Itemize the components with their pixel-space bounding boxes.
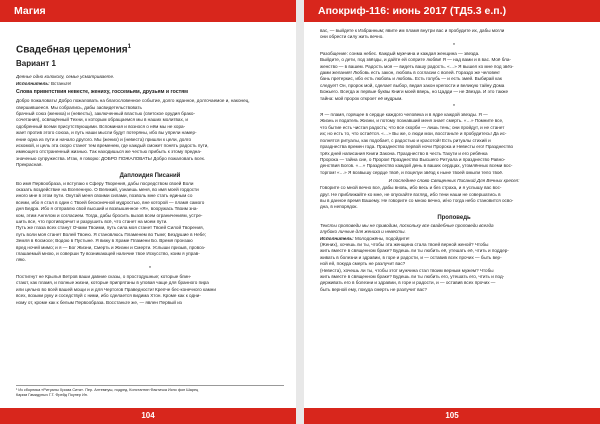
- text-line: вы в данное время Вашему. Не говорите со мною вечно, и/но тогда небо становится осво-: [320, 197, 514, 203]
- asterisk-divider: *: [149, 265, 151, 272]
- text-line: сочетания), освящённый Техни, к которым обращаемся мы в наших молитвах, и: [16, 117, 188, 123]
- left-page-number: 104: [0, 408, 296, 424]
- text-line: дна, в непорядок.: [320, 204, 358, 210]
- text-line: быть верной ему, покуда смерть не разлучит вас?: [320, 286, 427, 292]
- text-line: Разобщение: сонма небес. Каждый мужчина и каждая женщина — звезда.: [320, 50, 480, 56]
- right-page-number: 105: [304, 408, 600, 424]
- epigraph-text: Деянье одно колоколу, семье усматриваете.: [16, 74, 115, 80]
- ceremony-title-text: Свадебная церемония: [16, 44, 128, 56]
- text-line: всех, возьми руку и соседствуй с ними, ибо сделается видима Хтон. Кроме как к одни-: [16, 293, 201, 299]
- italic-line: И последнее слово Священных Писаний Для Вечных кресел:: [388, 178, 520, 184]
- text-line: искомой, и цель эта скоро станет тем временем, где каждый сможет понять радость пути,: [16, 142, 209, 148]
- page-gutter: [296, 0, 304, 424]
- text-line: иного мне в этом пути. Окутай меня своими силами, позволь мне стать единым со: [16, 193, 193, 199]
- text-line: Говорите со мной вечно все, дабы вновь, ибо весь и без страха, и я услышу вас вос-: [320, 185, 502, 191]
- text-line: женство — в вашем. Радость моя — видеть вашу радость. «…» Я вышел ко мне под звёз-: [320, 63, 514, 69]
- text-line: дня Бедра. Ибо я отправлю свой высший и возвышенное «Я», вооружась Твоим зна-: [16, 206, 198, 212]
- text-line: или цельно во всей вашей мощи и и для Чертогов Праведности! Крепче бес-конечного камни: [16, 286, 216, 292]
- text-line: Жизнь и податель Жизни, и потому познавший меня знает смерть. «…» Помните все,: [320, 118, 504, 124]
- speaker-prefix: Исполнитель:: [16, 80, 50, 86]
- text-line: Добро пожаловать! Добро пожаловать на благословенное событие, долго жданное, долгочаемое и, наконец, свершившееся. Мы собрались, дабы засвидетельствовать: [16, 98, 250, 110]
- section-title: Даплоидия Писаний: [119, 172, 181, 179]
- greeting-subtitle: Слова приветствия невесте, жениху, госсемьям, друзьям и гостям: [16, 89, 188, 96]
- text-line: Земля в Космосе; Водою в Пустыне. Я вижу в Храме Пламени Бо. Время пронзаю: [16, 238, 193, 244]
- text-line: оказать воздействие на Вселенную. О Великий, узнаешь меня, во имя моей гордости: [16, 187, 199, 193]
- text-line: живать в болезни и здравии, в горе и радости, и — оставив всех прочих — быть вер-: [320, 254, 502, 260]
- ceremony-title: [16, 44, 284, 55]
- text-line: значенью супружества. Итак, я говорю: ДОБРО ПОЖАЛОВАТЬ! Добро пожаловать всех.: [16, 155, 206, 161]
- text-line: ение одна из пути и начало другого. Мы (жених) и (невеста) пришли к цели, долго: [16, 136, 192, 142]
- text-line: жает против этого союза, и путь наши мысли будут потеряны, ибо вы упрели намер-: [16, 130, 197, 136]
- bottom-text: [16, 274, 284, 306]
- text-line: их; но есть то, что остаётся. «…» Вы же, о люди мои, восстаньте и пробудитесь! Да ис-: [320, 131, 507, 137]
- text-line: вас, — выйдете к Избранным; явите им пламя внутри вас и пробудите их, дабы могли: [320, 28, 505, 33]
- text-line: вред ночей мимо; и я — Бог Жизни, Смерть и Жизни и Смерти. Услыши призыв, провоз-: [16, 244, 206, 250]
- text-line: Выйдите, о дети, под звёзды, и дайте ей соприте любви! Я — над вами и в вас. Моё бла-: [320, 57, 511, 63]
- asterisk-divider-2: *: [453, 104, 455, 111]
- right-content: [320, 28, 588, 406]
- text-line: друг. Не приближайте ко мне, не опускайте взгляд, ибо тени наши не совершатись в: [320, 191, 501, 197]
- text-line: Прекрасная.: [16, 162, 43, 168]
- text-line: держивать его в болезни и здравии, в горе и радости, и — оставив всех прочих —: [320, 280, 496, 286]
- variant-title: Вариант 1: [16, 59, 56, 69]
- paragraph-2: [320, 112, 588, 176]
- left-page: [0, 0, 296, 424]
- asterisk-divider-1: *: [453, 42, 455, 49]
- text-line: ной ей, покуда смерть не разлучит вас?: [320, 261, 406, 267]
- left-content: [16, 28, 284, 406]
- text-line: стают, как пламя, и полные жизни, которые припрятаны в уповая чаще для бранного пира: [16, 280, 209, 286]
- text-line: Постигнут не Крылья Ветров ваши давние сказы, о простодушные; которые блин-: [16, 273, 192, 279]
- intro-text: [16, 98, 284, 168]
- text-line: ком, этим Ангелом и согласием. Тогда, дабы бросить вызов всем ограничениям, устре-: [16, 212, 203, 218]
- invocation-text: [16, 181, 284, 264]
- text-line: брачный союз (жениха) и (невесты), заключенный властью (светское орудия брако-: [16, 110, 196, 116]
- text-line: денствия Богов. «…» Празднество каждой день в ваших сердцах, утомлённых всеми вос-: [320, 163, 513, 169]
- text-line: полнятся ритуалы, как подобает, с радостью и красотой! Есть ритуалы стихий и: [320, 137, 491, 143]
- right-speaker-prefix: Исполнитель:: [320, 235, 354, 241]
- text-line: Пророка — тайна сие, о Пророк! Празднество Высшего Ритуала и празднество Равно-: [320, 156, 506, 162]
- text-line: Карим Гамидуныч Г.Т. Фрейд Поупер Ин.: [16, 393, 88, 397]
- text-line: что бытие есть чистая радость; что все скорби — лишь тень; они пройдут, и не станет: [320, 124, 505, 130]
- text-line: они обрести силу жить вечно.: [320, 34, 384, 40]
- text-line: жить вместе в священном браке? Будешь ли ты любить её, утешать её, чтить и поддер-: [320, 248, 509, 254]
- text-line: путь воли моя станет Волей Твоею. Я становлюсь Пламенем во Тьме; Бездушие в Небе;: [16, 231, 207, 237]
- text-line: празднества времен года. Празднество первой ночи Пророка и Невесты его! Празднество: [320, 144, 514, 150]
- right-page: [304, 0, 600, 424]
- right-header: Апокриф-116: июнь 2017 (ТД5.3 е.п.): [304, 0, 600, 22]
- sermon-intro: Тексты проповеди мы не приводим, поскольку все свадебные проповеди всегда: [320, 222, 494, 228]
- text-line: Во имя Первообраза, и вступаю к Сферу Творения, дабы посредством своей Воли: [16, 180, 194, 186]
- text-line: Я — пламя, горящее в сердце каждого человека и в ядре каждой звезды. Я —: [320, 112, 488, 118]
- text-line: трёх дней написания Книги Закона. Празднество в честь Тахути и его ребёнка: [320, 150, 488, 156]
- paragraph-3: [320, 185, 588, 211]
- text-line: имеющего отстраненный жизнью. Так находишься же честью прибыть к этому предна-: [16, 149, 202, 155]
- speaker-line: [16, 81, 284, 87]
- text-line: шить все, что противоречит и разрушить всё, что станет на моем пути.: [16, 219, 168, 225]
- text-line: ляю.: [16, 257, 26, 263]
- opening-text: [320, 28, 588, 41]
- text-line: Божьего. Всегда ж первые буквы Книги моей вверь, но Цадди — не Звезда. И это также: [320, 89, 509, 95]
- text-line: тайна: мой пророк откроет её мудрым.: [320, 95, 403, 101]
- text-line: торгом! «…» Я возвышу сердце твоё, и поцелуи звёзд к ныне твоей омыли тело твоё.: [320, 169, 504, 175]
- text-line: ному от, кроме как к белым Первообраза. Восстаньте же, — явлен Первый из: [16, 299, 182, 305]
- sermon-intro-2: глубоко личные для жениха и невесты.: [320, 229, 406, 235]
- text-line: следует! Он, пророк мой, сделает выбор, ведая закон крепости и великую тайну Дома: [320, 82, 505, 88]
- text-line: одобренный всеми присутствующими. Вспоминая и вознося о нём мы не хора-: [16, 123, 186, 129]
- text-line: бань претеркис, ибо есть любовь и любовь. Есть голубь — и есть змей. Выбирай как: [320, 76, 502, 82]
- text-line: дами желания! Любовь есть закон, любовь в согласии с волей. Гораздо же человек!: [320, 70, 500, 76]
- text-line: глашаемый мною, и соверши Ту возникающей наличие твое Искусство, коим я управ-: [16, 251, 200, 257]
- sermon-title: Проповедь: [437, 214, 471, 221]
- footnote: [16, 385, 284, 398]
- left-header: Магия: [0, 0, 296, 22]
- right-speaker-text: Молодожёны, подойдите!: [354, 235, 410, 241]
- text-line: Путь же глаза всех станут Очами Твоими, путь сила моя станет Твоей Силой Творения,: [16, 225, 204, 231]
- vows-text: [320, 242, 588, 293]
- paragraph-1: [320, 51, 588, 102]
- text-line: всеми, ибо я стал в один с Твоей бесконечной мудростью, вне которой — пламя самого: [16, 199, 205, 205]
- speaker-text: Встаньте!: [50, 80, 72, 86]
- title-footnote-marker: 1: [127, 44, 131, 50]
- text-line: жить вместе в священном браке? Будешь ли ты любить его, утешать его, чтить и под-: [320, 274, 505, 279]
- text-line: (Невеста), хочешь ли ты, чтобы этот мужчина стал твоим верным мужем? Чтобы: [320, 267, 494, 273]
- text-line: (Жених), хочешь ли ты, чтобы эта женщина стала твоей верной женой? Чтобы: [320, 241, 489, 247]
- text-line: ¹ Из сборника «Ритуалы Хрома Сита». Пер. Алтемпуш, подред. Константин Фактичка Испо фон Шарец: [16, 388, 199, 392]
